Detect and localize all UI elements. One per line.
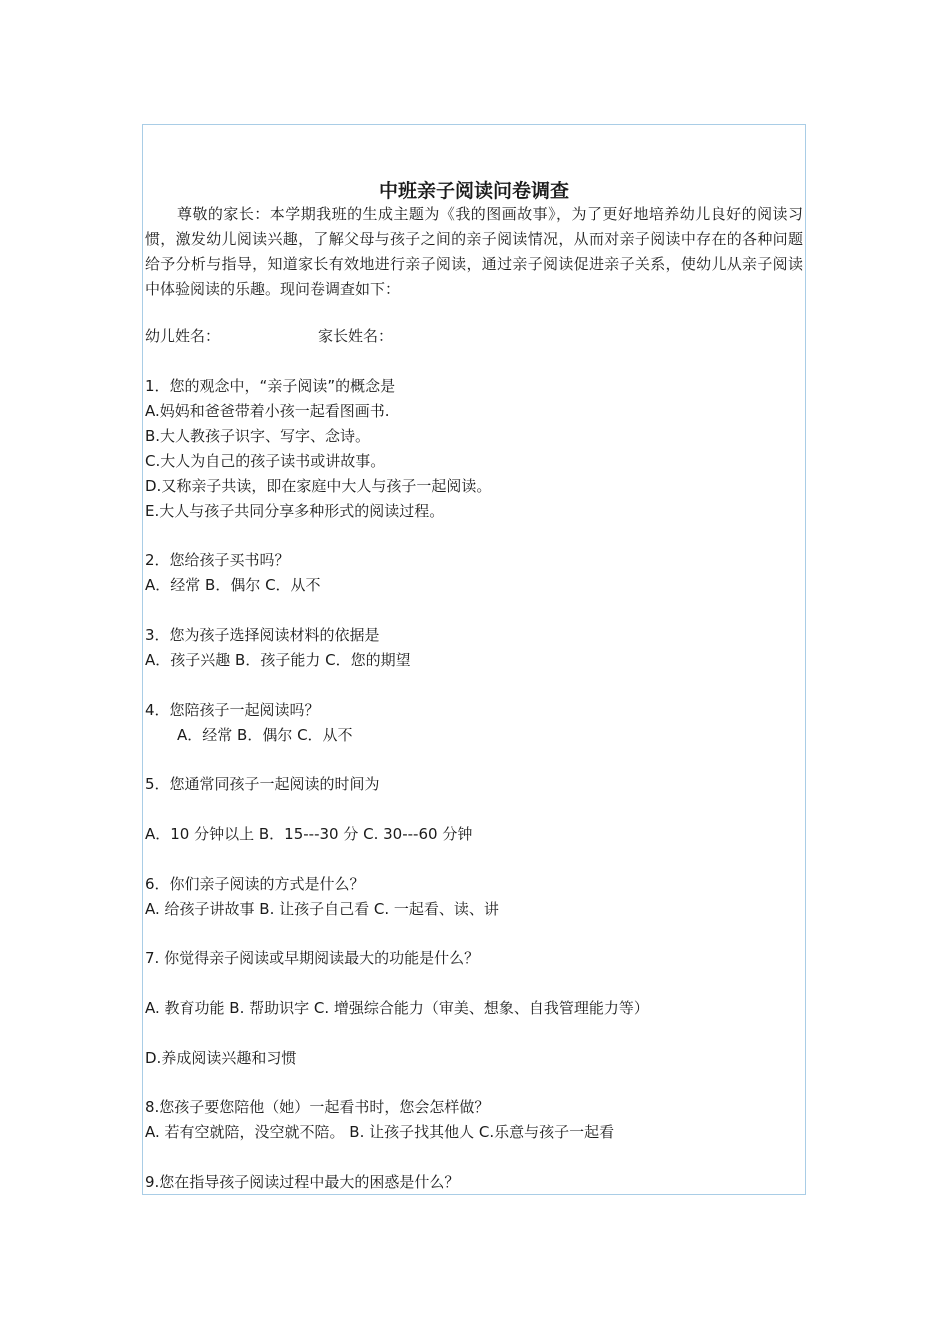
question-6: 6．你们亲子阅读的方式是什么？ — [145, 875, 365, 893]
question-1-option-e: E.大人与孩子共同分享多种形式的阅读过程。 — [145, 502, 445, 520]
parent-name-label: 家长姓名： — [318, 327, 394, 345]
document-frame — [142, 124, 806, 1195]
document-title: 中班亲子阅读问卷调查 — [378, 180, 569, 202]
question-7-option-d: D.养成阅读兴趣和习惯 — [145, 1049, 297, 1067]
question-1-option-b: B.大人教孩子识字、写字、念诗。 — [145, 427, 371, 445]
question-7-options-abc: A. 教育功能 B. 帮助识字 C. 增强综合能力（审美、想象、自我管理能力等） — [145, 999, 649, 1017]
question-6-options: A. 给孩子讲故事 B. 让孩子自己看 C. 一起看、读、讲 — [145, 900, 499, 918]
question-8: 8.您孩子要您陪他（她）一起看书时，您会怎样做？ — [145, 1098, 490, 1116]
child-name-label: 幼儿姓名： — [145, 327, 221, 345]
question-1: 1．您的观念中，“亲子阅读”的概念是 — [145, 377, 396, 395]
question-7: 7. 你觉得亲子阅读或早期阅读最大的功能是什么？ — [145, 949, 480, 967]
question-4: 4．您陪孩子一起阅读吗？ — [145, 701, 320, 719]
question-3: 3．您为孩子选择阅读材料的依据是 — [145, 626, 380, 644]
question-2-options: A．经常 B．偶尔 C．从不 — [145, 576, 321, 594]
question-5-options: A．10 分钟以上 B．15---30 分 C. 30---60 分钟 — [145, 825, 473, 843]
name-fields-row — [145, 324, 803, 349]
question-1-option-d: D.又称亲子共读，即在家庭中大人与孩子一起阅读。 — [145, 477, 492, 495]
question-3-options: A．孩子兴趣 B．孩子能力 C．您的期望 — [145, 651, 411, 669]
question-1-option-c: C.大人为自己的孩子读书或讲故事。 — [145, 452, 386, 470]
intro-paragraph: 尊敬的家长：本学期我班的生成主题为《我的图画故事》，为了更好地培养幼儿良好的阅读习惯，激发幼儿阅读兴趣，了解父母与孩子之间的亲子阅读情况，从而对亲子阅读中存在的各种问题给予分析与指导，知道家长有效地进行亲子阅读，通过亲子阅读促进亲子关系，使幼儿从亲子阅读中体验阅读的乐趣。现问卷调查如下： — [145, 205, 803, 298]
question-4-options: A．经常 B．偶尔 C．从不 — [177, 726, 353, 744]
question-8-options: A. 若有空就陪，没空就不陪。 B. 让孩子找其他人 C.乐意与孩子一起看 — [145, 1123, 615, 1141]
question-2: 2．您给孩子买书吗？ — [145, 551, 290, 569]
question-1-option-a: A.妈妈和爸爸带着小孩一起看图画书. — [145, 402, 390, 420]
question-9: 9.您在指导孩子阅读过程中最大的困惑是什么？ — [145, 1173, 460, 1191]
question-5: 5．您通常同孩子一起阅读的时间为 — [145, 775, 380, 793]
